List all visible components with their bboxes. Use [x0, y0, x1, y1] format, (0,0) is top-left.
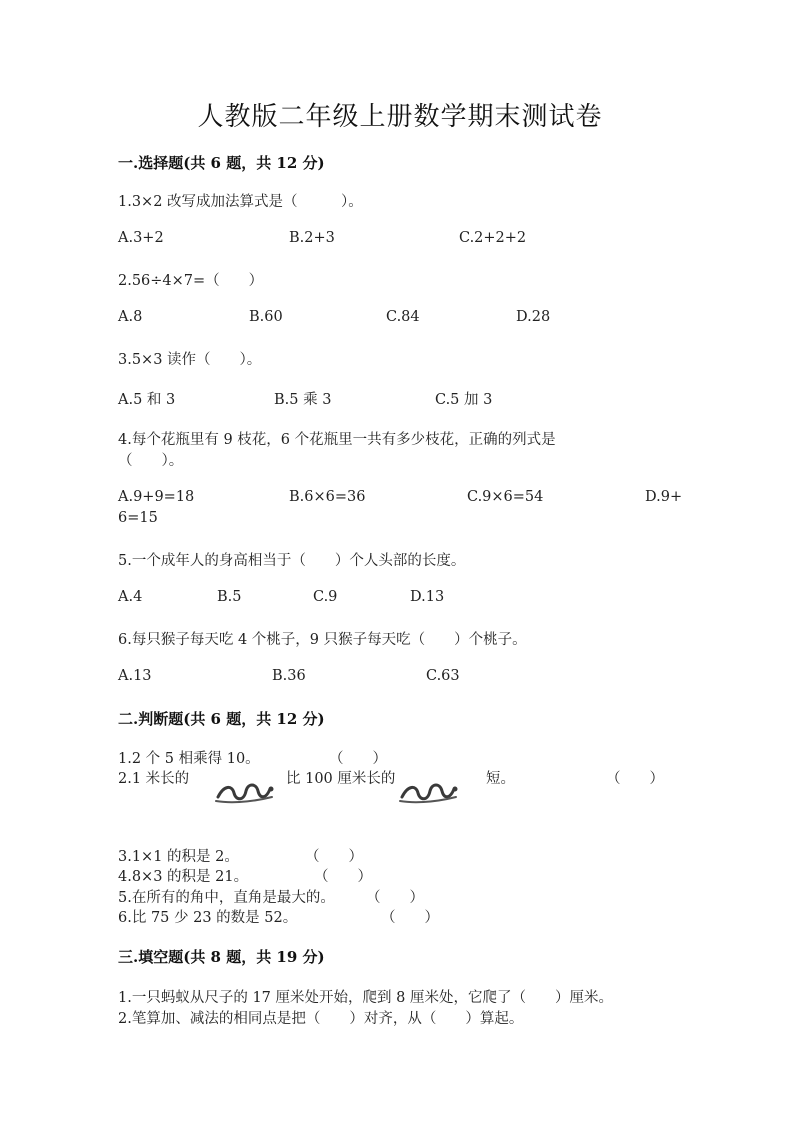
judgement-3-bracket[interactable]: （ ）	[305, 849, 363, 865]
page-title: 人教版二年级上册数学期末测试卷	[197, 102, 603, 132]
question-2-option-d[interactable]: D.28	[516, 309, 551, 325]
judgement-2-bracket[interactable]: （ ）	[606, 771, 664, 787]
question-4-option-d[interactable]: D.9+	[645, 489, 683, 505]
section-heading-fill-in: 三.填空题(共 8 题，共 19 分)	[118, 948, 325, 966]
section-heading-choice: 一.选择题(共 6 题，共 12 分)	[118, 154, 325, 172]
judgement-2-part-1: 2.1 米长的	[118, 771, 190, 787]
judgement-5: 5.在所有的角中，直角是最大的。	[118, 890, 335, 906]
question-4-line-1: 4.每个花瓶里有 9 枝花，6 个花瓶里一共有多少枝花，正确的列式是	[118, 432, 556, 448]
judgement-4: 4.8×3 的积是 21。	[118, 869, 249, 885]
question-1: 1.3×2 改写成加法算式是（ ）。	[118, 194, 363, 210]
question-2: 2.56÷4×7=（ ）	[118, 273, 264, 289]
question-3-option-b[interactable]: B.5 乘 3	[274, 392, 332, 408]
question-3: 3.5×3 读作（ ）。	[118, 352, 262, 368]
question-6-option-c[interactable]: C.63	[426, 668, 460, 684]
question-4-line-2: （ ）。	[118, 453, 184, 469]
question-5-option-c[interactable]: C.9	[313, 589, 338, 605]
judgement-1: 1.2 个 5 相乘得 10。	[118, 751, 260, 767]
question-2-option-c[interactable]: C.84	[386, 309, 420, 325]
question-1-option-a[interactable]: A.3+2	[118, 230, 164, 246]
judgement-3: 3.1×1 的积是 2。	[118, 849, 239, 865]
rope-icon	[214, 779, 276, 807]
question-4-option-c[interactable]: C.9×6=54	[467, 489, 544, 505]
judgement-4-bracket[interactable]: （ ）	[314, 869, 372, 885]
question-4-option-a[interactable]: A.9+9=18	[118, 489, 195, 505]
question-4-option-b[interactable]: B.6×6=36	[289, 489, 366, 505]
fill-in-2: 2.笔算加、减法的相同点是把（ ）对齐，从（ ）算起。	[118, 1011, 524, 1027]
question-4-option-d-wrap: 6=15	[118, 510, 158, 526]
question-1-option-c[interactable]: C.2+2+2	[459, 230, 527, 246]
question-2-option-b[interactable]: B.60	[249, 309, 283, 325]
judgement-2-part-3: 短。	[486, 771, 515, 787]
question-3-option-a[interactable]: A.5 和 3	[118, 392, 176, 408]
judgement-1-bracket[interactable]: （ ）	[329, 751, 387, 767]
judgement-2-part-2: 比 100 厘米长的	[286, 771, 396, 787]
question-5-option-a[interactable]: A.4	[118, 589, 143, 605]
rope-icon	[398, 779, 460, 807]
question-5-option-d[interactable]: D.13	[410, 589, 445, 605]
question-3-option-c[interactable]: C.5 加 3	[435, 392, 493, 408]
question-6: 6.每只猴子每天吃 4 个桃子，9 只猴子每天吃（ ）个桃子。	[118, 632, 527, 648]
section-heading-judgement: 二.判断题(共 6 题，共 12 分)	[118, 710, 325, 728]
fill-in-1: 1.一只蚂蚁从尺子的 17 厘米处开始，爬到 8 厘米处，它爬了（ ）厘米。	[118, 990, 613, 1006]
judgement-6-bracket[interactable]: （ ）	[381, 910, 439, 926]
judgement-6: 6.比 75 少 23 的数是 52。	[118, 910, 298, 926]
question-5-option-b[interactable]: B.5	[217, 589, 242, 605]
question-2-option-a[interactable]: A.8	[118, 309, 143, 325]
question-5: 5.一个成年人的身高相当于（ ）个人头部的长度。	[118, 553, 466, 569]
question-6-option-a[interactable]: A.13	[118, 668, 152, 684]
question-6-option-b[interactable]: B.36	[272, 668, 306, 684]
question-1-option-b[interactable]: B.2+3	[289, 230, 335, 246]
judgement-5-bracket[interactable]: （ ）	[366, 890, 424, 906]
